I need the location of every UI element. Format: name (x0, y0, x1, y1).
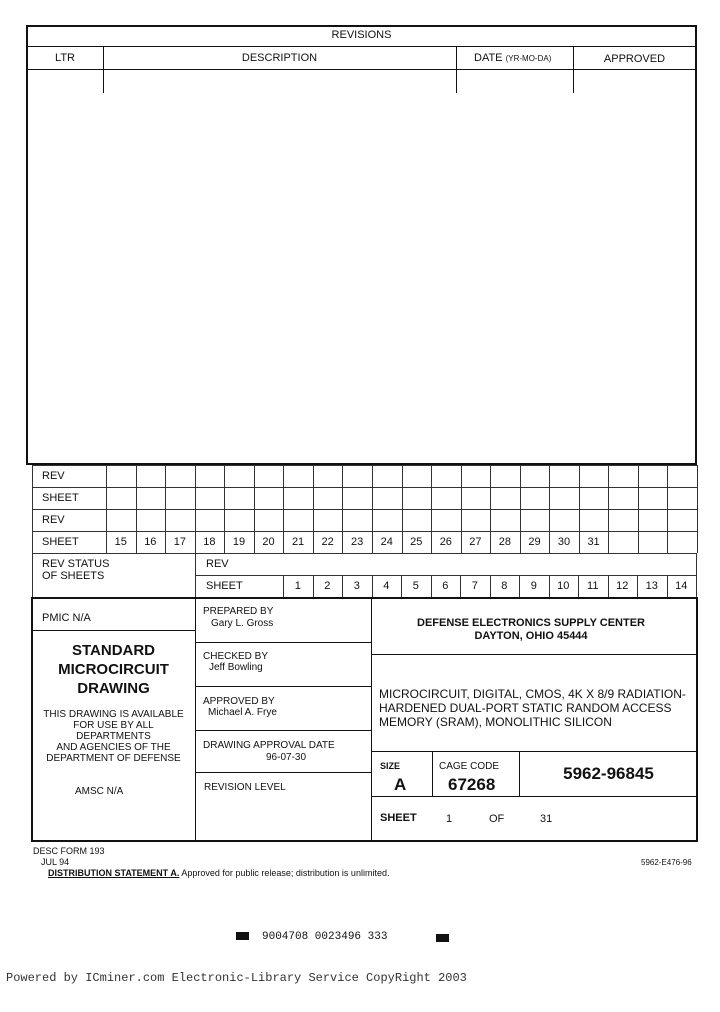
upper-sheet-number: 17 (173, 536, 186, 548)
amsc-label: AMSC N/A (75, 786, 124, 797)
availability-line1: THIS DRAWING IS AVAILABLE (43, 709, 184, 720)
approval-date-value: 96-07-30 (266, 752, 307, 763)
lower-grid-col-line (696, 575, 697, 597)
lower-sheet-number: 8 (501, 580, 508, 592)
lower-sheet-number: 6 (442, 580, 449, 592)
std-title-line2: MICROCIRCUIT (58, 661, 169, 678)
upper-sheet-number: 30 (557, 536, 571, 548)
approved-divider (196, 730, 371, 731)
barcode-block-right (436, 934, 449, 942)
agency-line2: DAYTON, OHIO 45444 (474, 630, 588, 642)
checked-divider (196, 686, 371, 687)
upper-grid-col-line (608, 465, 609, 553)
upper-sheet-number: 21 (291, 536, 305, 548)
drawing-number: 5962-96845 (563, 764, 654, 783)
upper-grid-row-line (32, 465, 697, 466)
revisions-title: REVISIONS (331, 29, 392, 41)
title-divider (372, 751, 697, 752)
revisions-title-divider (27, 46, 696, 47)
drawing-title-line2: HARDENED DUAL-PORT STATIC RANDOM ACCESS (379, 701, 672, 715)
std-title-line3: DRAWING (77, 680, 150, 697)
prepared-by-label: PREPARED BY (203, 606, 274, 617)
distribution-label: DISTRIBUTION STATEMENT A. (48, 868, 180, 878)
upper-sheet-number: 23 (351, 536, 364, 548)
revisions-frame (26, 25, 697, 465)
rev-status-line2: OF SHEETS (42, 570, 105, 582)
distribution-text: Approved for public release; distribution is unlimited. (181, 868, 390, 878)
upper-sheet-number: 31 (587, 536, 600, 548)
checked-by-label: CHECKED BY (203, 651, 269, 662)
availability-line5: DEPARTMENT OF DEFENSE (46, 753, 181, 764)
prepared-by-name: Gary L. Gross (211, 618, 274, 629)
drawing-title-line3: MEMORY (SRAM), MONOLITHIC SILICON (379, 715, 612, 729)
row-sheet-1-label: SHEET (42, 492, 79, 504)
upper-sheet-number: 24 (380, 536, 393, 548)
revisions-col-divider-2 (456, 47, 457, 93)
lower-sheet-number: 1 (294, 580, 301, 592)
drawing-title-line1: MICROCIRCUIT, DIGITAL, CMOS, 4K X 8/9 RADIATION- (379, 687, 686, 701)
col-header-date (474, 53, 551, 64)
of-value: 31 (540, 813, 553, 825)
revisions-header-divider (27, 69, 696, 70)
powered-by-notice: Powered by ICminer.com Electronic-Library Service CopyRight 2003 (6, 971, 467, 985)
sheet-label: SHEET (380, 812, 417, 824)
upper-grid-row-line (32, 509, 697, 510)
upper-sheet-number: 15 (114, 536, 127, 548)
approved-by-name: Michael A. Frye (208, 707, 277, 718)
col-header-ltr: LTR (55, 52, 75, 64)
upper-grid-col-line (638, 465, 639, 553)
lower-sheet-number: 4 (383, 580, 390, 592)
cage-code-value: 67268 (448, 775, 496, 794)
size-cage-divider (372, 796, 697, 797)
pmic-divider (32, 630, 195, 631)
form-number-line1: DESC FORM 193 (33, 846, 105, 856)
prepared-divider (196, 642, 371, 643)
std-title-line1: STANDARD (71, 642, 156, 659)
upper-sheet-number: 25 (410, 536, 423, 548)
revision-level-label: REVISION LEVEL (204, 782, 286, 793)
upper-sheet-number: 18 (203, 536, 216, 548)
agency-line1: DEFENSE ELECTRONICS SUPPLY CENTER (417, 617, 645, 629)
upper-sheet-number: 26 (439, 536, 452, 548)
pmic-label: PMIC N/A (42, 612, 91, 624)
upper-grid-row-line (32, 487, 697, 488)
size-value: A (394, 775, 407, 794)
lower-sheet-number: 3 (353, 580, 360, 592)
lower-sheet-label: SHEET (206, 580, 243, 592)
approved-by-label: APPROVED BY (203, 696, 275, 707)
lower-sheet-number: 5 (412, 580, 419, 592)
lower-sheet-number: 2 (324, 580, 331, 592)
upper-sheet-number: 22 (321, 536, 334, 548)
upper-sheet-number: 19 (232, 536, 246, 548)
upper-grid-col-line (667, 465, 668, 553)
of-label: OF (489, 813, 505, 825)
row-rev-1-label: REV (42, 470, 65, 482)
sheet-value: 1 (446, 813, 453, 825)
lower-sheet-number: 11 (587, 580, 599, 592)
availability-line3: DEPARTMENTS (76, 731, 151, 742)
upper-sheet-number: 29 (528, 536, 541, 548)
col-header-description: DESCRIPTION (241, 52, 318, 64)
upper-grid-row-line (32, 531, 697, 532)
distribution-statement (48, 869, 389, 878)
availability-line4: AND AGENCIES OF THE (56, 742, 171, 753)
reference-code: 5962-E476-96 (641, 858, 692, 867)
upper-grid-left-edge (32, 465, 33, 598)
row-sheet-2-label: SHEET (42, 536, 79, 548)
size-label: SIZE (380, 761, 401, 771)
lower-rev-label: REV (206, 558, 229, 570)
lower-grid-label-edge (195, 553, 196, 597)
form-number-line2: JUL 94 (41, 857, 70, 867)
upper-sheet-number: 27 (469, 536, 482, 548)
col-header-date-label: DATE (474, 52, 503, 64)
row-rev-2-label: REV (42, 514, 65, 526)
lower-sheet-number: 13 (645, 580, 658, 592)
lower-sheet-number: 14 (675, 580, 688, 592)
lower-sheet-number: 12 (616, 580, 629, 592)
barcode-text: 9004708 0023496 333 (262, 931, 388, 943)
upper-sheet-number: 28 (498, 536, 512, 548)
approval-date-divider (196, 772, 371, 773)
barcode-block-left (236, 932, 249, 940)
upper-sheet-number: 16 (144, 536, 157, 548)
lower-grid-row-line (195, 575, 696, 576)
lower-sheet-number: 7 (471, 580, 478, 592)
cage-code-label: CAGE CODE (439, 761, 500, 772)
title-block-left-divider (195, 598, 196, 841)
col-header-approved: APPROVED (603, 53, 666, 65)
lower-sheet-number: 9 (530, 580, 537, 592)
lower-sheet-number: 10 (557, 580, 570, 592)
col-header-date-format: (YR-MO-DA) (505, 54, 552, 63)
availability-line2: FOR USE BY ALL (73, 720, 154, 731)
upper-sheet-number: 20 (262, 536, 275, 548)
checked-by-name: Jeff Bowling (209, 662, 263, 673)
size-divider (432, 752, 433, 796)
upper-grid-col-line (697, 465, 698, 553)
upper-grid-row-line (32, 553, 697, 554)
agency-divider (372, 654, 697, 655)
approval-date-label: DRAWING APPROVAL DATE (203, 740, 335, 751)
rev-status-line1: REV STATUS (42, 558, 110, 570)
